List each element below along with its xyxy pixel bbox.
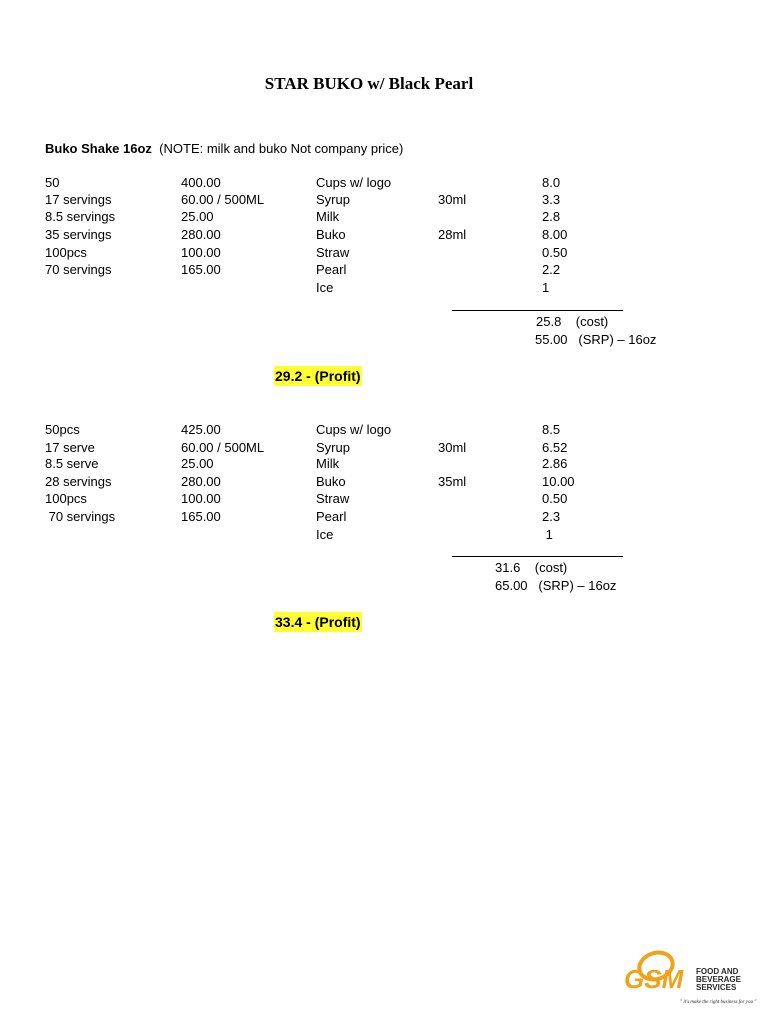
volume-cell: 28ml <box>438 227 467 242</box>
quantity-cell: 8.5 servings <box>45 209 116 224</box>
unit-cost-cell: 2.86 <box>542 456 568 471</box>
srp-total <box>535 331 656 349</box>
unit-cost-cell: 3.3 <box>542 192 561 207</box>
logo-mark: GSM <box>624 964 684 994</box>
subtitle <box>45 141 403 156</box>
quantity-cell: 35 servings <box>45 227 112 242</box>
table-row <box>0 208 768 226</box>
cost-total <box>536 313 608 331</box>
item-cell: Ice <box>316 280 334 295</box>
product-note: (NOTE: milk and buko Not company price) <box>159 141 404 156</box>
srp-value: 65.00 <box>495 578 528 593</box>
item-cell: Straw <box>316 245 350 260</box>
item-cell: Cups w/ logo <box>316 422 392 437</box>
table-row <box>0 455 768 473</box>
price-cell: 25.00 <box>181 209 214 224</box>
quantity-cell: 50 <box>45 175 60 190</box>
quantity-cell: 100pcs <box>45 245 87 260</box>
item-cell: Syrup <box>316 192 350 207</box>
cost-value: 25.8 <box>536 314 562 329</box>
price-cell: 60.00 / 500ML <box>181 440 265 455</box>
logo-line-2: BEVERAGE <box>696 975 741 984</box>
quantity-cell: 17 serve <box>45 440 95 455</box>
profit-highlight: 33.4 - (Profit) <box>275 614 361 630</box>
unit-cost-cell: 10.00 <box>542 474 575 489</box>
quantity-cell: 28 servings <box>45 474 112 489</box>
unit-cost-cell: 8.5 <box>542 422 561 437</box>
logo-line-3: SERVICES <box>696 983 737 992</box>
table-row <box>0 526 768 544</box>
cost-value: 31.6 <box>495 560 521 575</box>
total-rule <box>452 556 623 557</box>
item-cell: Straw <box>316 491 350 506</box>
table-row <box>0 244 768 262</box>
unit-cost-cell: 8.00 <box>542 227 568 242</box>
logo-tagline: " it's make the right business for you " <box>680 1000 757 1005</box>
srp-label: (SRP) – 16oz <box>538 578 617 593</box>
unit-cost-cell: 8.0 <box>542 175 561 190</box>
item-cell: Milk <box>316 209 340 224</box>
table-row <box>0 473 768 491</box>
unit-cost-cell: 2.2 <box>542 262 561 277</box>
item-cell: Buko <box>316 474 346 489</box>
volume-cell: 35ml <box>438 474 467 489</box>
srp-label: (SRP) – 16oz <box>578 332 657 347</box>
item-cell: Pearl <box>316 509 347 524</box>
table-row <box>0 508 768 526</box>
price-cell: 425.00 <box>181 422 221 437</box>
unit-cost-cell: 1 <box>542 527 553 542</box>
unit-cost-cell: 2.8 <box>542 209 561 224</box>
srp-total <box>495 577 616 595</box>
srp-value: 55.00 <box>535 332 568 347</box>
unit-cost-cell: 0.50 <box>542 245 568 260</box>
price-cell: 60.00 / 500ML <box>181 192 265 207</box>
table-row <box>0 174 768 192</box>
table-row <box>0 226 768 244</box>
unit-cost-cell: 2.3 <box>542 509 561 524</box>
cost-label: (cost) <box>575 314 609 329</box>
table-row <box>0 191 768 209</box>
item-cell: Milk <box>316 456 340 471</box>
quantity-cell: 70 servings <box>45 509 116 524</box>
price-cell: 100.00 <box>181 491 221 506</box>
price-cell: 165.00 <box>181 509 221 524</box>
unit-cost-cell: 0.50 <box>542 491 568 506</box>
quantity-cell: 100pcs <box>45 491 87 506</box>
page-title: STAR BUKO w/ Black Pearl <box>264 74 474 93</box>
table-row <box>0 261 768 279</box>
price-cell: 165.00 <box>181 262 221 277</box>
item-cell: Syrup <box>316 440 350 455</box>
quantity-cell: 8.5 serve <box>45 456 99 471</box>
price-cell: 280.00 <box>181 474 221 489</box>
price-cell: 280.00 <box>181 227 221 242</box>
table-row <box>0 279 768 297</box>
volume-cell: 30ml <box>438 440 467 455</box>
item-cell: Ice <box>316 527 334 542</box>
item-cell: Buko <box>316 227 346 242</box>
gsm-logo-icon <box>620 948 757 1010</box>
cost-label: (cost) <box>534 560 568 575</box>
unit-cost-cell: 6.52 <box>542 440 568 455</box>
price-cell: 100.00 <box>181 245 221 260</box>
cost-total <box>495 559 567 577</box>
item-cell: Pearl <box>316 262 347 277</box>
item-cell: Cups w/ logo <box>316 175 392 190</box>
total-rule <box>452 310 623 311</box>
table-row <box>0 490 768 508</box>
table-row <box>0 421 768 439</box>
quantity-cell: 50pcs <box>45 422 80 437</box>
price-cell: 400.00 <box>181 175 221 190</box>
product-name: Buko Shake 16oz <box>45 141 152 156</box>
volume-cell: 30ml <box>438 192 467 207</box>
company-logo <box>620 948 757 1010</box>
logo-line-1: FOOD AND <box>696 967 739 976</box>
unit-cost-cell: 1 <box>542 280 550 295</box>
quantity-cell: 70 servings <box>45 262 112 277</box>
profit-highlight: 29.2 - (Profit) <box>275 368 361 384</box>
price-cell: 25.00 <box>181 456 214 471</box>
quantity-cell: 17 servings <box>45 192 112 207</box>
